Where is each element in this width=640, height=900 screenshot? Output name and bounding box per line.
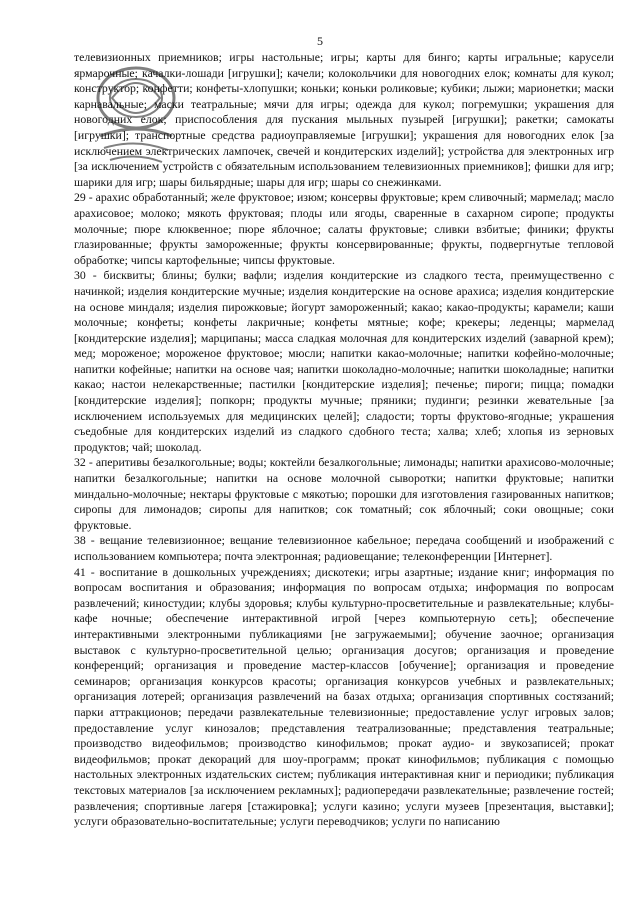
- paragraph-class-41: 41 - воспитание в дошкольных учреждениях; дискотеки; игры азартные; издание книг; информация по вопросам воспитания и образования; информация по вопросам отдыха; информация по вопросам развлечений; киностудии; клубы здоровья; клубы культурно-просветительные и развлекательные; клубы-кафе ночные; обеспечение интерактивной игрой [через компьютерную сеть]; обеспечение интерактивными электронными публикациями [не загружаемыми]; обучение заочное; организация выставок с культурно-просветительной целью; организация досугов; организация и проведение конференций; организация и проведение мастер-классов [обучение]; организация и проведение семинаров; организация конкурсов красоты; организация конкурсов учебных и развлекательных; организация лотерей; организация развлечений на базах отдыха; организация спортивных состязаний; парки аттракционов; передачи развлекательные телевизионные; предоставление услуг игровых залов; предоставление услуг кинозалов; представления театрализованные; представления театральные; производство видеофильмов; производство кинофильмов; прокат аудио- и звукозаписей; прокат видеофильмов; прокат декораций для шоу-программ; прокат кинофильмов; публикация с помощью настольных электронных издательских систем; публикация интерактивная книг и периодики; публикация текстовых материалов [за исключением рекламных]; радиопередачи развлекательные; развлечение гостей; развлечения; спортивные лагеря [стажировка]; услуги казино; услуги музеев [презентация, выставки]; услуги образовательно-воспитательные; услуги переводчиков; услуги по написанию: [74, 564, 614, 829]
- page-number: 5: [317, 34, 323, 48]
- paragraph-class-29: 29 - арахис обработанный; желе фруктовое; изюм; консервы фруктовые; крем сливочный; мармелад; масло арахисовое; молоко; мякоть фруктовая; плоды или ягоды, сваренные в сахарном сиропе; продукты молочные; пюре клюквенное; пюре яблочное; салаты фруктовые; сливки взбитые; финики; фрукты глазированные; фрукты замороженные; фрукты консервированные; фрукты, подвергнутые тепловой обработке; чипсы картофельные; чипсы фруктовые.: [74, 190, 614, 267]
- paragraph-class-38: 38 - вещание телевизионное; вещание телевизионное кабельное; передача сообщений и изображений с использованием компьютера; почта электронная; радиовещание; телеконференции [Интернет].: [74, 533, 614, 563]
- document-body: [74, 50, 614, 830]
- paragraph-class-32: 32 - аперитивы безалкогольные; воды; коктейли безалкогольные; лимонады; напитки арахисово-молочные; напитки безалкогольные; напитки на основе молочной сыворотки; напитки фруктовые; напитки миндально-молочные; нектары фруктовые с мякотью; порошки для изготовления газированных напитков; сиропы для лимонадов; сиропы для напитков; сок томатный; сок яблочный; соки овощные; соки фруктовые.: [74, 455, 614, 532]
- paragraph-class-28-continuation: телевизионных приемников; игры настольные; игры; карты для бинго; карты игральные; карусели ярмарочные; качалки-лошади [игрушки]; качели; колокольчики для новогодних елок; комнаты для кукол; конструктор; конфетти; конфеты-хлопушки; коньки; коньки роликовые; кубики; лыжи; марионетки; маски карнавальные; маски театральные; мячи для игры; одежда для кукол; погремушки; украшения для новогодних елок; приспособления для пускания мыльных пузырей [игрушки]; ракетки; самокаты [игрушки]; транспортные средства радиоуправляемые [игрушки]; украшения для новогодних елок [за исключением электрических лампочек, свечей и кондитерских изделий]; устройства для электронных игр [за исключением устройств с обязательным использованием телевизионных приемников]; фишки для игр; шарики для игр; шары бильярдные; шары для игр; шары со снежинками.: [74, 50, 614, 189]
- paragraph-class-30: 30 - бисквиты; блины; булки; вафли; изделия кондитерские из сладкого теста, преимущественно с начинкой; изделия кондитерские мучные; изделия кондитерские на основе арахиса; изделия кондитерские на основе миндаля; изделия пирожковые; йогурт замороженный; какао; какао-продукты; карамели; каши молочные; конфеты; конфеты лакричные; конфеты мятные; кофе; крекеры; леденцы; мармелад [кондитерские изделия]; марципаны; масса сладкая молочная для кондитерских изделий (заварной крем); мед; мороженое; мороженое фруктовое; мюсли; напитки какао-молочные; напитки кофейно-молочные; напитки кофейные; напитки на основе чая; напитки шоколадно-молочные; напитки шоколадные; напитки какао; настои нелекарственные; пастилки [кондитерские изделия]; печенье; пироги; пицца; помадки [кондитерские изделия]; попкорн; продукты мучные; пряники; пудинги; резинки жевательные [за исключением используемых для медицинских целей]; сладости; торты фруктово-ягодные; украшения съедобные для кондитерских изделий из сладкого сдобного теста; халва; хлеб; хлопья из зерновых продуктов; чай; шоколад.: [74, 268, 614, 454]
